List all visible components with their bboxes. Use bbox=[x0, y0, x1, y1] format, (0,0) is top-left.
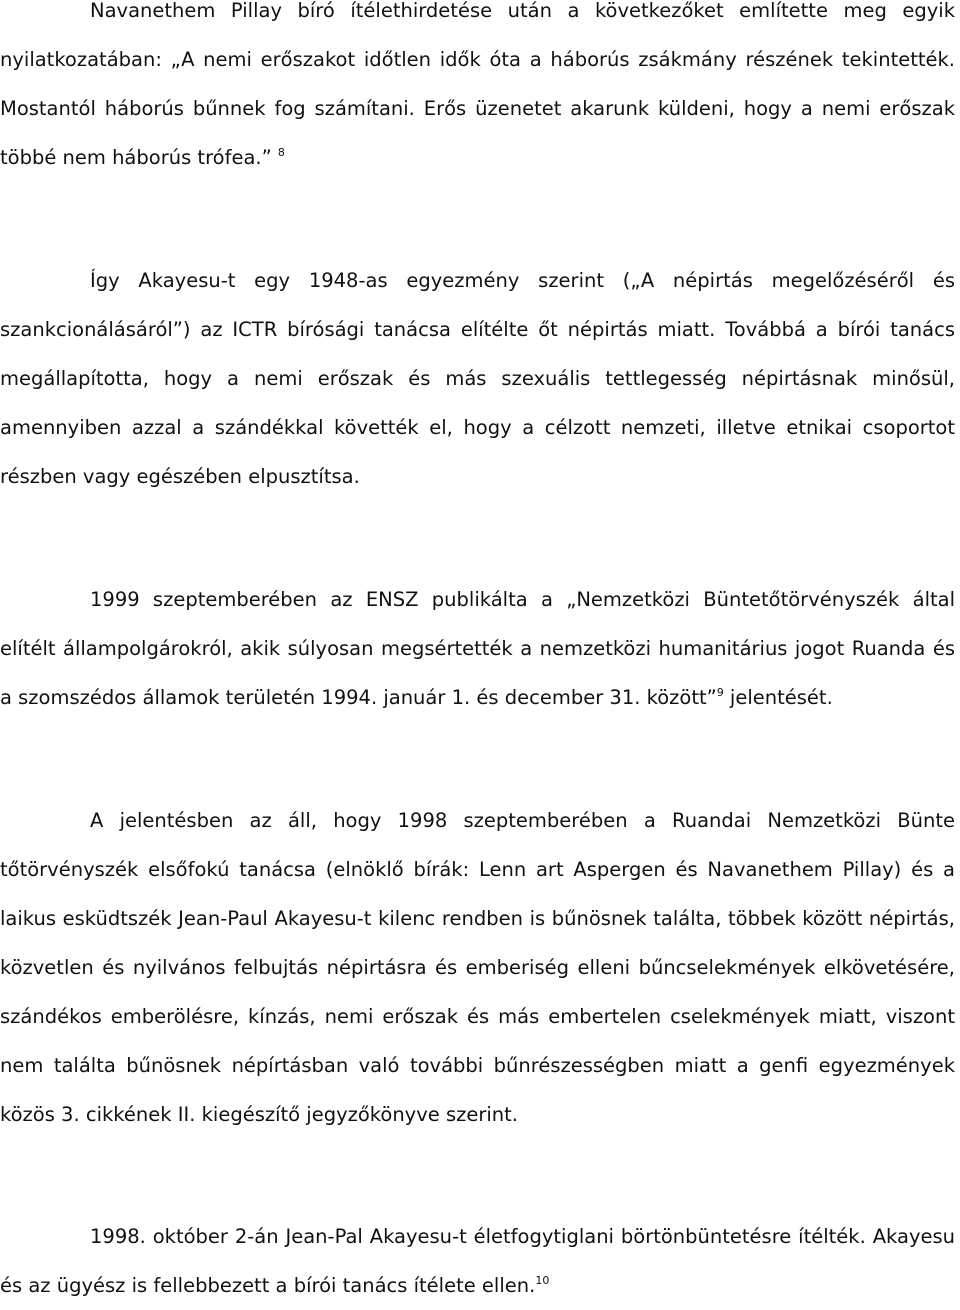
paragraph-text: Navanethem Pillay bíró ítélethirdetése után a következőket említette meg egyik nyilatkozatában: „A nemi erőszakot időtlen idők óta a háborús zsákmány részének tekintették. Mostantól háborús bűnnek fog számítani. Erős üzenetet akarunk küldeni, hogy a nemi erőszak többé nem háborús trófea.” bbox=[0, 0, 955, 169]
paragraph-report-findings bbox=[0, 796, 955, 1139]
paragraph-akayesu-conviction bbox=[0, 256, 955, 501]
paragraph-text: A jelentésben az áll, hogy 1998 szeptemberében a Ruandai Nemzetközi Bünte tőtörvényszék elsőfokú tanácsa (elnöklő bírák: Lenn art Aspergen és Navanethem Pillay) és a laikus esküdtszék Jean-Paul Akayesu-t kilenc rendben is bűnösnek találta, többek között népirtás, közvetlen és nyilvános felbujtás népirtásra és emberiség elleni bűncselekmények elkövetésére, szándékos emberölésre, kínzás, nemi erőszak és más embertelen cselekmények miatt, viszont nem találta bűnösnek népírtásban való további bűnrészességben miatt a genfi egyezmények közös 3. cikkének II. kiegészítő jegyzőkönyve szerint. bbox=[0, 809, 955, 1126]
paragraph-sentence bbox=[0, 1212, 955, 1310]
footnote-marker: 9 bbox=[716, 686, 724, 699]
paragraph-pillay-quote bbox=[0, 0, 955, 182]
paragraph-text-end: jelentését. bbox=[723, 686, 833, 709]
paragraph-text: 1999 szeptemberében az ENSZ publikálta a „Nemzetközi Büntetőtörvényszék által elítélt állampolgárokról, akik súlyosan megsértették a nemzetközi humanitárius jogot Ruanda és a szomszédos államok területén 1994. január 1. és december 31. között” bbox=[0, 588, 955, 709]
footnote-marker: 8 bbox=[277, 146, 285, 159]
footnote-marker: 10 bbox=[535, 1274, 550, 1287]
paragraph-text: 1998. október 2-án Jean-Pal Akayesu-t életfogytiglani börtönbüntetésre ítélték. Akayesu és az ügyész is fellebbezett a bírói tanács ítélete ellen. bbox=[0, 1225, 955, 1297]
paragraph-un-report bbox=[0, 575, 955, 722]
paragraph-text: Így Akayesu-t egy 1948-as egyezmény szerint („A népirtás megelőzéséről és szankcionálásáról”) az ICTR bírósági tanácsa elítélte őt népirtás miatt. Továbbá a bírói tanács megállapította, hogy a nemi erőszak és más szexuális tettlegesség népirtásnak minősül, amennyiben azzal a szándékkal követték el, hogy a célzott nemzeti, illetve etnikai csoportot részben vagy egészében elpusztítsa. bbox=[0, 269, 955, 488]
